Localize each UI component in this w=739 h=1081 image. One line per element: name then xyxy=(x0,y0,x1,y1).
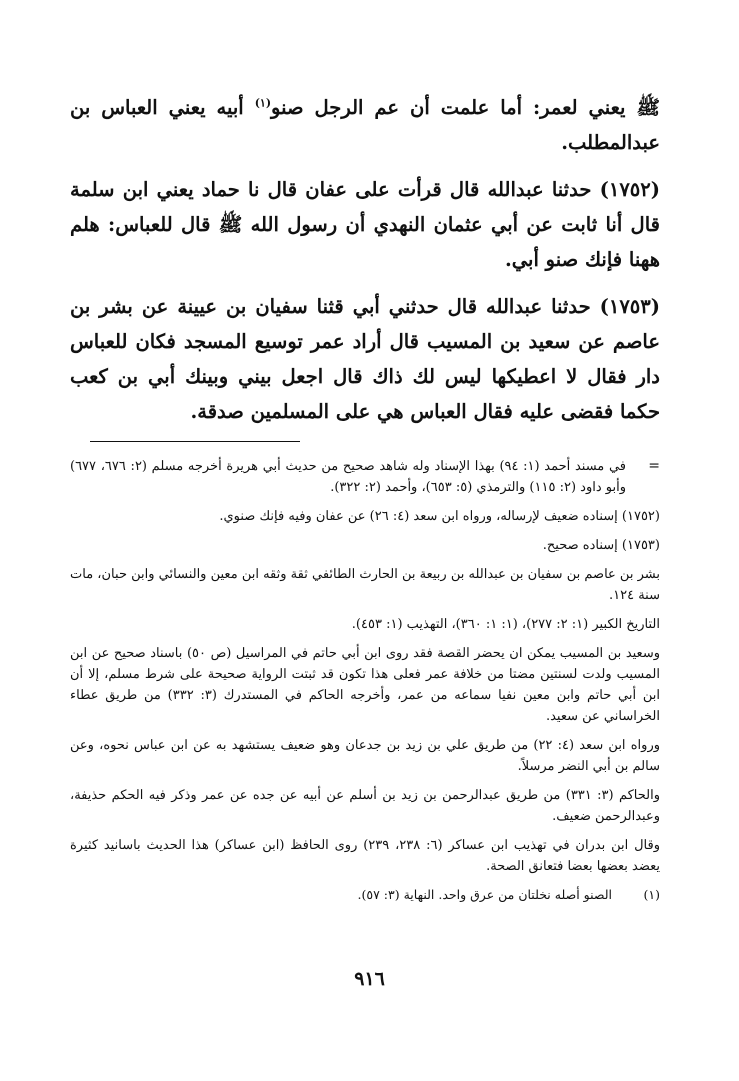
main-paragraph-1 xyxy=(70,90,660,160)
footnote-ref-1: (١) xyxy=(254,96,272,110)
footnote-1 xyxy=(70,885,660,905)
note-1752: (١٧٥٢) إسناده ضعيف لإرساله، ورواه ابن سعد (٤: ٢٦) عن عفان وفيه فإنك صنوي. xyxy=(219,509,660,524)
note-1753: (١٧٥٣) إسناده صحيح. xyxy=(542,538,660,553)
note-hakim: والحاكم (٣: ٣٣١) من طريق عبدالرحمن بن زيد بن أسلم عن أبيه عن جده عن عمر وذكر فيه الحكم حذيفة، وعبدالرحمن ضعيف. xyxy=(70,788,660,824)
hadith-text-1752: حدثنا عبدالله قال قرأت على عفان قال نا حماد يعني ابن سلمة قال أنا ثابت عن أبي عثمان النهدي أن رسول الله ﷺ قال للعباس: هلم ههنا فإنك صنو أبي. xyxy=(70,178,660,271)
hadith-number-1753: (١٧٥٣) xyxy=(599,295,660,318)
page-content xyxy=(70,90,660,905)
note-badran: وقال ابن بدران في تهذيب ابن عساكر (٦: ٢٣٨، ٢٣٩) روى الحافظ (ابن عساكر) هذا الحديث باسانيد كثيرة يعضد بعضها بعضا فتعانق الصحة. xyxy=(70,838,660,874)
paragraph-1-text-cont: أبيه يعني العباس بن عبدالمطلب. xyxy=(70,96,660,154)
hadith-text-1753: حدثنا عبدالله قال حدثني أبي قثنا سفيان بن عيينة عن بشر بن عاصم عن سعيد بن المسيب قال أراد عمر توسيع المسجد فكان للعباس دار فقال لا اعطيكها ليس لك ذاك قال اجعل بيني وبينك أبي بن كعب حكما فقضى عليه فقال العباس هي على المسلمين صدقة. xyxy=(70,295,660,423)
hadith-1753 xyxy=(70,289,660,429)
hadith-1752 xyxy=(70,172,660,277)
note-bishr: بشر بن عاصم بن سفيان بن عبدالله بن ربيعة بن الحارث الطائفي ثقة وثقه ابن معين والنسائي وابن حبان، مات سنة ١٢٤. xyxy=(70,567,660,603)
note-continuation xyxy=(70,456,660,498)
hadith-number-1752: (١٧٥٢) xyxy=(599,178,660,201)
footnote-number: (١) xyxy=(643,887,660,902)
note-said: وسعيد بن المسيب يمكن ان يحضر القصة فقد روى ابن أبي حاتم في المراسيل (ص ٥٠) باسناد صحيح عن ابن المسيب ولدت لسنتين مضتا من خلافة عمر فعلى هذا تكون قد ثبتت الرواية صحيحة على شرط مسلم، إلا أن ابن أبي حاتم وابن معين نفيا سماعه من عمر، وأخرجه الحاكم في المستدرك (٣: ٣٣٢) من طريق عطاء الخراساني عن سعيد. xyxy=(70,646,661,724)
page-number: ٩١٦ xyxy=(354,968,385,990)
note-tarikh: التاريخ الكبير (١: ٢: ٢٧٧)، (١: ١: ٣٦٠)، التهذيب (١: ٤٥٣). xyxy=(351,617,660,632)
footnote-divider xyxy=(90,441,300,442)
continuation-mark: = xyxy=(648,458,660,474)
footnote-text: الصنو أصله نخلتان من عرق واحد. النهاية (٣: ٥٧). xyxy=(357,887,612,902)
note-ibn-saad: ورواه ابن سعد (٤: ٢٢) من طريق علي بن زيد بن جدعان وهو ضعيف يستشهد به عن ابن عباس نحوه، وعن سالم بن أبي النضر مرسلاً. xyxy=(70,738,660,774)
paragraph-1-text: ﷺ يعني لعمر: أما علمت أن عم الرجل صنو xyxy=(271,96,660,119)
note-continuation-text: في مسند أحمد (١: ٩٤) بهذا الإسناد وله شاهد صحيح من حديث أبي هريرة أخرجه مسلم (٢: ٦٧٦، ٦٧٧) وأبو داود (٢: ١١٥) والترمذي (٥: ٦٥٣)، وأحمد (٢: ٣٢٢). xyxy=(70,459,626,495)
